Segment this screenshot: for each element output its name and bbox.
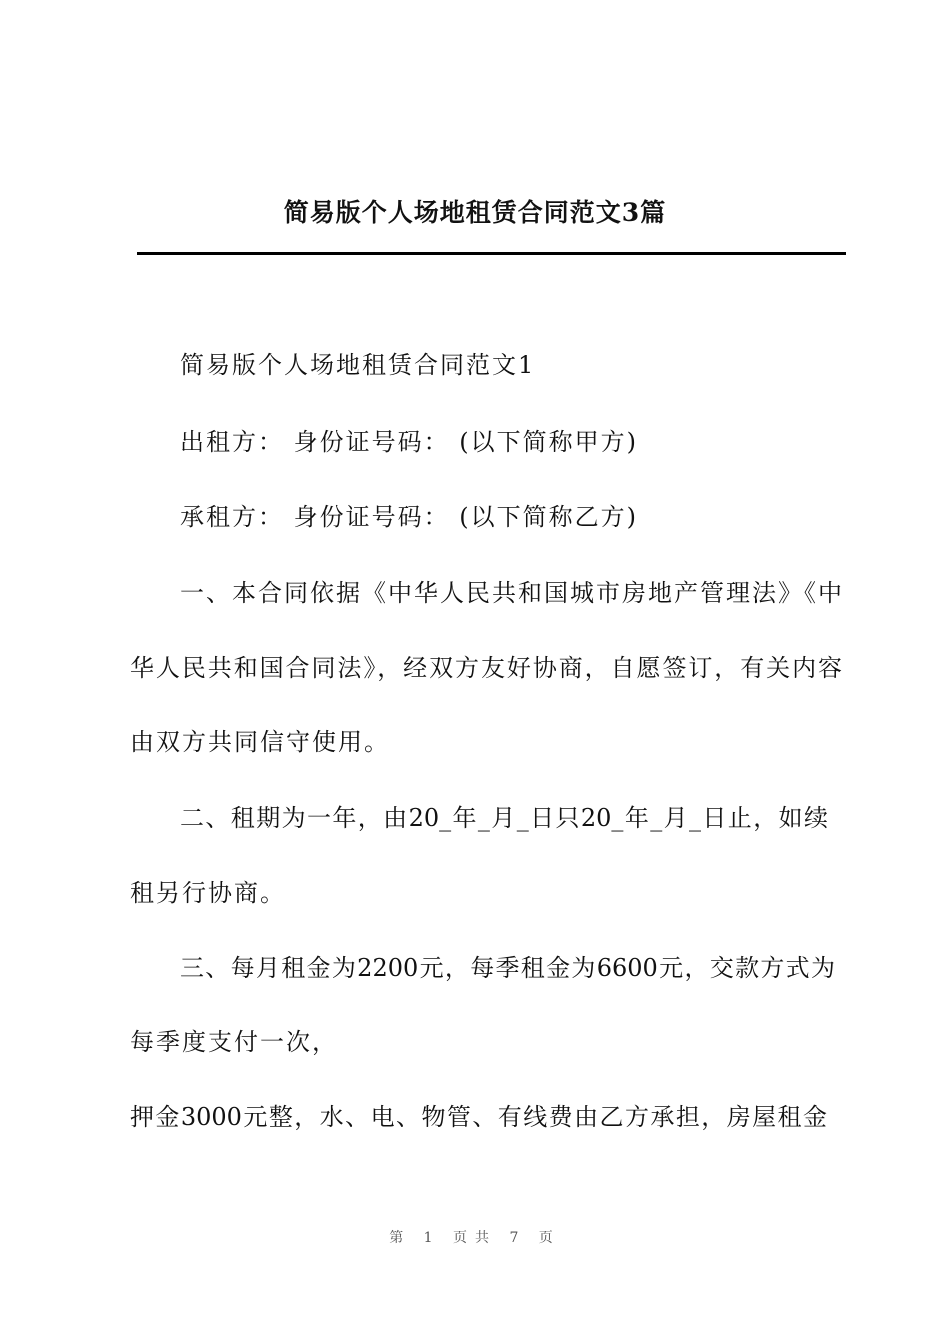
clause-1-line-1: 一、本合同依据《中华人民共和国城市房地产管理法》《中 [180, 579, 842, 607]
clause-1-line-2: 华人民共和国合同法》，经双方友好协商，自愿签订，有关内容 [130, 654, 842, 682]
clause-2-line-2: 租另行协商。 [130, 879, 286, 907]
title-underline [137, 252, 846, 255]
page-title: 简易版个人场地租赁合同范文3篇 [283, 198, 667, 227]
clause-3-line-1: 三、每月租金为2200元，每季租金为6600元，交款方式为 [180, 954, 835, 982]
clause-3-line-3: 押金3000元整，水、电、物管、有线费由乙方承担，房屋租金 [130, 1103, 827, 1131]
lessor-line: 出租方： 身份证号码： (以下简称甲方) [180, 428, 638, 456]
section-heading: 简易版个人场地租赁合同范文1 [180, 351, 536, 379]
page-footer: 第 1 页共 7 页 [389, 1230, 561, 1246]
lessee-line: 承租方： 身份证号码： (以下简称乙方) [180, 503, 638, 531]
clause-2-line-1: 二、租期为一年，由20_年_月_日只20_年_月_日止，如续 [180, 804, 828, 832]
clause-3-line-2: 每季度支付一次， [130, 1028, 338, 1056]
clause-1-line-3: 由双方共同信守使用。 [130, 728, 390, 756]
